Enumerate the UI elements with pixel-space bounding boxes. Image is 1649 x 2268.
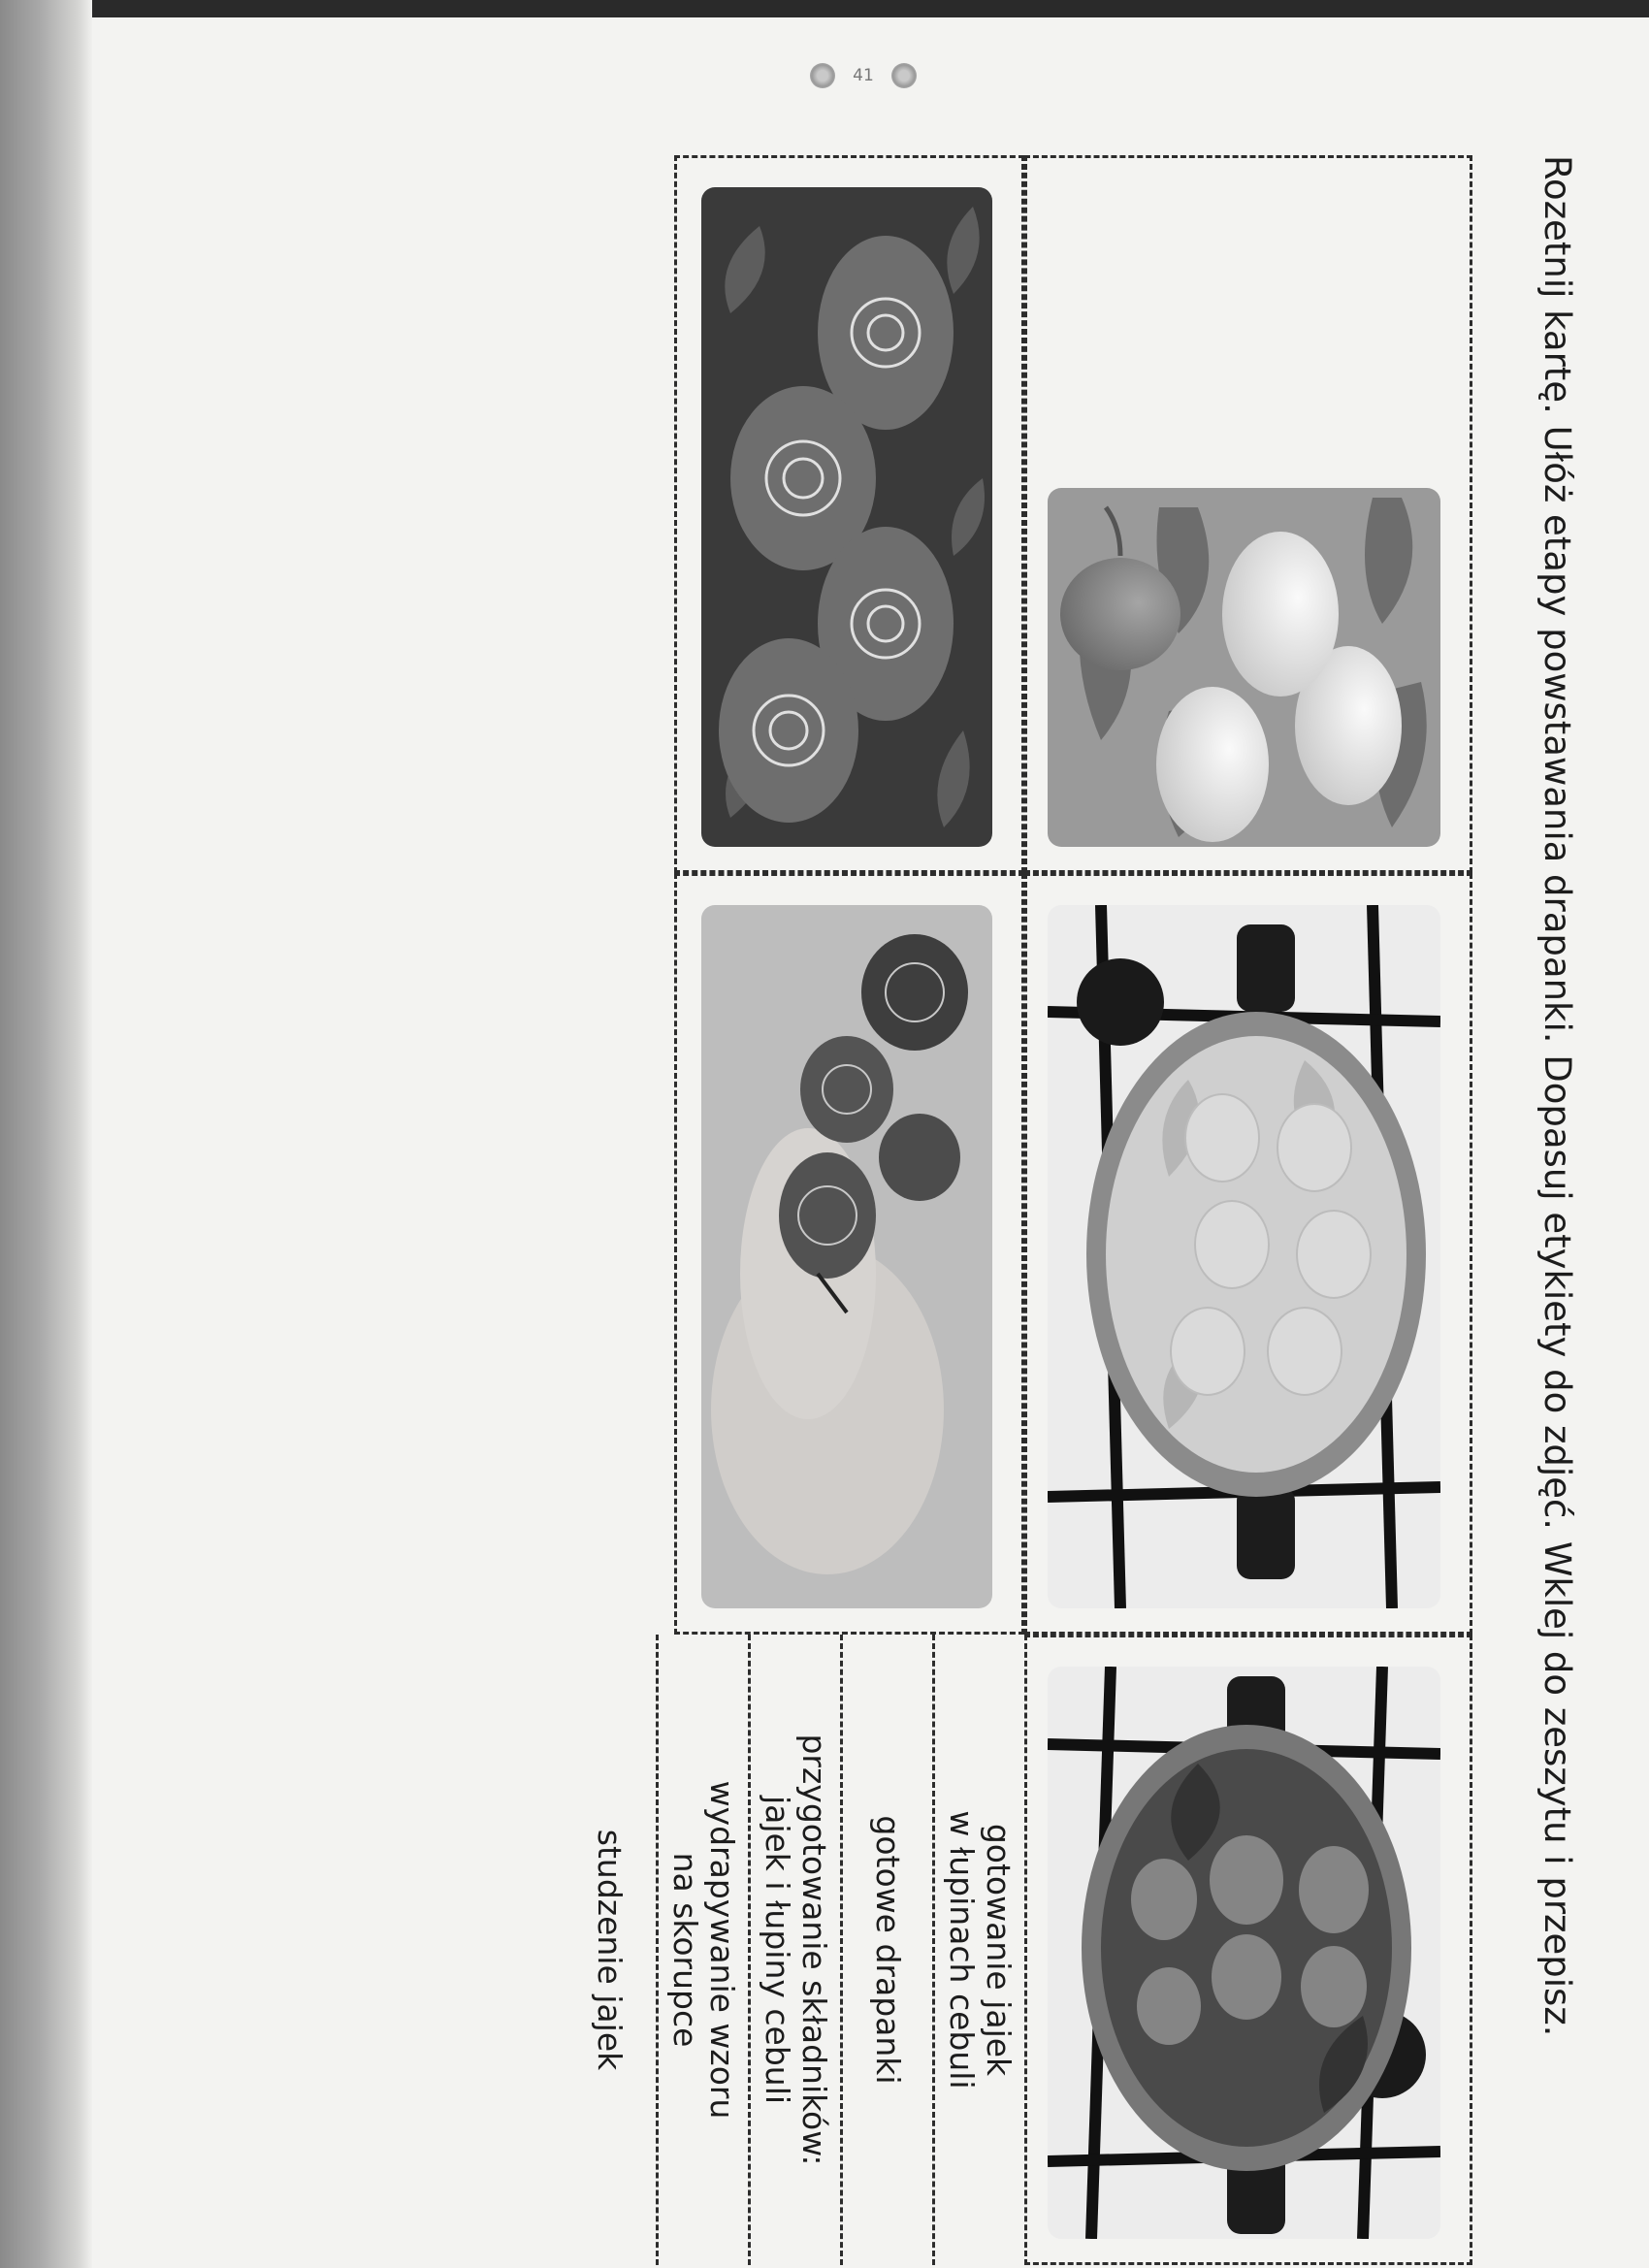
photo-eggs-in-pot-light bbox=[1048, 905, 1440, 1608]
label-boiling[interactable]: gotowanie jajek w łupinach cebuli bbox=[932, 1635, 1024, 2265]
scan-top-edge bbox=[0, 0, 1649, 17]
label-strips bbox=[223, 1635, 1024, 2265]
ornament-icon bbox=[810, 63, 835, 88]
photo-hands-scratching-egg bbox=[701, 905, 992, 1608]
card-raw-eggs bbox=[1024, 155, 1472, 873]
instruction-text: Rozetnij kartę. Ułóż etapy powstawania drapanki. Dopasuj etykiety do zdjęć. Wklej do zeszytu i przepisz. bbox=[1536, 155, 1578, 2037]
photo-eggs-in-pot-dark bbox=[1048, 1667, 1440, 2239]
card-scratching bbox=[674, 873, 1024, 1635]
card-eggs-cooling bbox=[1024, 1635, 1472, 2265]
scan-left-edge bbox=[0, 0, 92, 2268]
page-header bbox=[766, 56, 960, 95]
photo-finished-drapanki bbox=[701, 187, 992, 847]
photo-raw-eggs-onion bbox=[1048, 488, 1440, 847]
label-preparation[interactable]: przygotowanie składników: jajek i łupiny cebuli bbox=[748, 1635, 840, 2265]
card-finished bbox=[674, 155, 1024, 873]
card-eggs-boiling bbox=[1024, 873, 1472, 1635]
label-cooling[interactable]: studzenie jajek bbox=[591, 1829, 630, 2071]
label-finished[interactable]: gotowe drapanki bbox=[840, 1635, 932, 2265]
rotated-page-content bbox=[223, 155, 1581, 2265]
ornament-icon bbox=[891, 63, 917, 88]
label-scratching[interactable]: wydrapywanie wzoru na skorupce bbox=[656, 1635, 748, 2265]
page-number: 41 bbox=[853, 66, 874, 85]
